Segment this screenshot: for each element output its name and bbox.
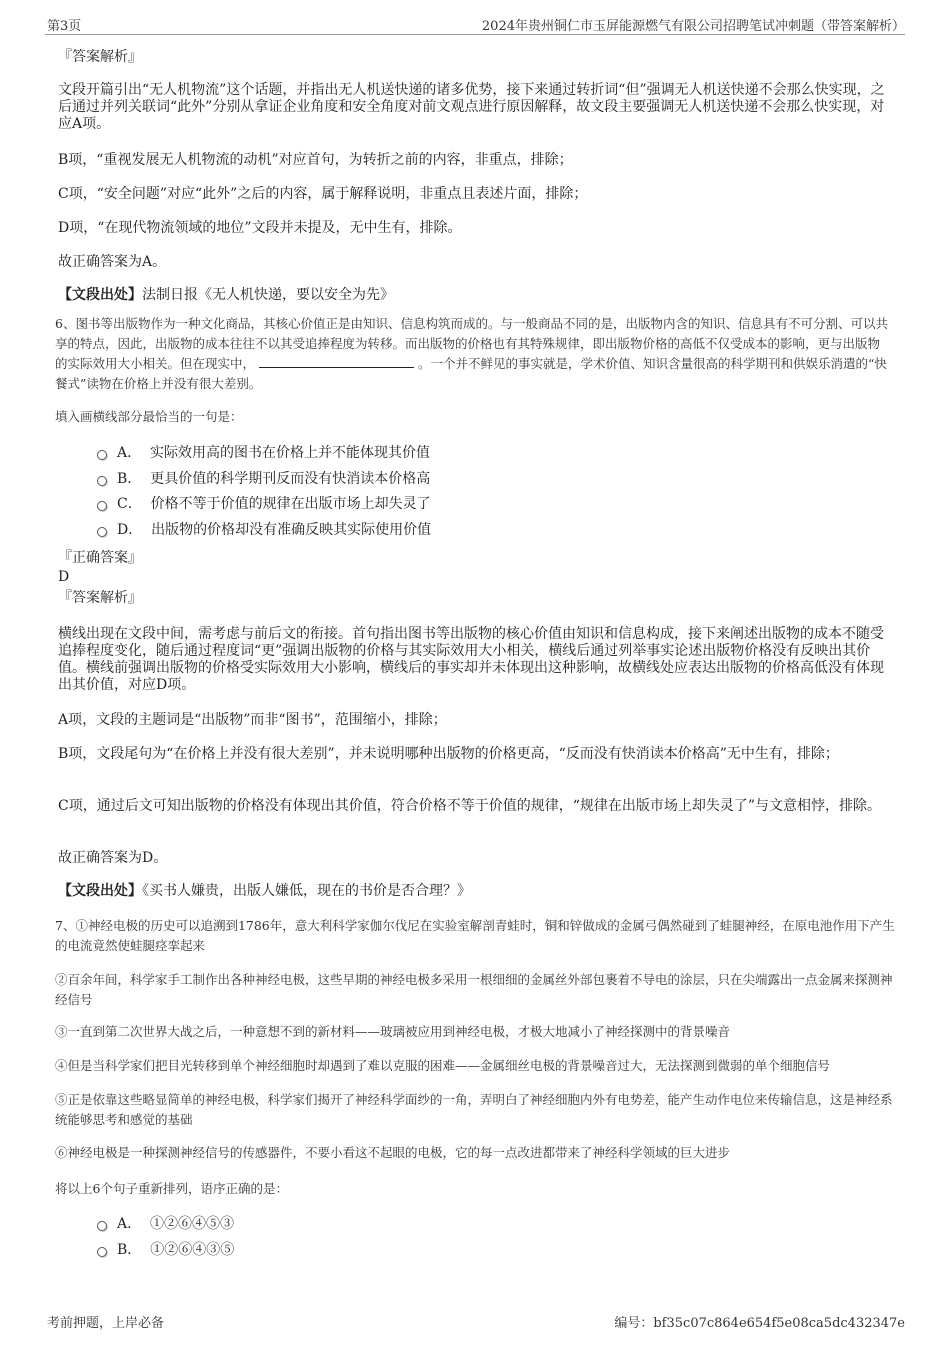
correct-answer-statement: 故正确答案为A。 — [58, 254, 167, 270]
option-letter: D． — [117, 522, 143, 538]
correct-answer-statement: 故正确答案为D。 — [58, 850, 168, 866]
analysis-paragraph: 横线出现在文段中间，需考虑与前后文的衔接。首句指出图书等出版物的核心价值由知识和信息构成，接下来阐述出版物的成本不随受追捧程度变化，随后通过程度词“更”强调出版物的价格与其实际效用大小相关，横线后通过列举事实论述出版物价格没有反映出其价值。横线前强调出版物的价格受实际效用大小影响，横线后的事实却并未体现出这种影响，故横线处应表达出版物的价格高低没有体现出其价值，对应D项。 — [58, 626, 884, 693]
option-text: 价格不等于价值的规律在出版市场上却失灵了 — [150, 496, 431, 512]
radio-icon[interactable] — [97, 450, 107, 460]
option-letter: A． — [117, 1216, 142, 1232]
option-text: 实际效用高的图书在价格上并不能体现其价值 — [150, 445, 431, 461]
sentence-5: ⑤正是依靠这些略显简单的神经电极，科学家们揭开了神经科学面纱的一角，弄明白了神经细胞内外有电势差，能产生动作电位来传输信息，这是神经系统能够思考和感觉的基础 — [55, 1092, 893, 1127]
option-text: ①②⑥④⑤③ — [150, 1216, 235, 1232]
radio-icon[interactable] — [97, 476, 107, 486]
option-c-analysis: C项，“安全问题”对应“此外”之后的内容，属于解释说明，非重点且表述片面，排除； — [58, 186, 588, 202]
option-b[interactable] — [97, 1240, 234, 1260]
option-d[interactable] — [97, 520, 431, 540]
source-text: 《买书人嫌贵，出版人嫌低，现在的书价是否合理？》 — [142, 883, 471, 899]
radio-icon[interactable] — [97, 527, 107, 537]
option-c-analysis: C项，通过后文可知出版物的价格没有体现出其价值，符合价格不等于价值的规律，“规律在出版市场上却失灵了”与文意相悖，排除。 — [58, 798, 882, 814]
option-a[interactable] — [97, 443, 430, 463]
question-stem-part-1: 6、图书等出版物作为一种文化商品，其核心价值正是由知识、信息构筑而成的。与一般商品不同的是，出版物内含的知识、信息具有不可分割、可以共享的特点，因此，出版物的成本往往不以其受追捧程度为转移。而出版物的价格也有其特殊规律，即出版物价格的高低不仅受成本的影响，更与出版物的实际效用大小相关。但在现实中， — [55, 316, 888, 371]
question-6-stem — [55, 314, 890, 394]
sentence-2: ②百余年间，科学家手工制作出各种神经电极，这些早期的神经电极多采用一根细细的金属丝外部包裹着不导电的涂层，只在尖端露出一点金属来探测神经信号 — [55, 972, 893, 1007]
question-stem-part-2: 。一个并不鲜见的事实就是，学术价值、知识含量很高的科学期刊和供娱乐消遣的“快餐式”读物在价格上并没有很大差别。 — [55, 356, 887, 391]
option-letter: A． — [117, 445, 142, 461]
option-b-analysis: B项，“重视发展无人机物流的动机”对应首句，为转折之前的内容，非重点，排除； — [58, 152, 573, 168]
source-line — [58, 287, 394, 304]
source-line — [58, 883, 471, 900]
source-label: 【文段出处】 — [58, 883, 142, 899]
option-letter: B． — [117, 471, 142, 487]
correct-answer-value: D — [58, 569, 70, 585]
question-prompt: 填入画横线部分最恰当的一句是： — [55, 409, 243, 424]
option-a[interactable] — [97, 1214, 234, 1234]
option-letter: C． — [117, 496, 142, 512]
document-title: 2024年贵州铜仁市玉屏能源燃气有限公司招聘笔试冲刺题（带答案解析） — [481, 19, 905, 34]
correct-answer-label: 『正确答案』 — [58, 550, 142, 566]
answer-analysis-label: 『答案解析』 — [58, 49, 142, 65]
option-text: 更具价值的科学期刊反而没有快消读本价格高 — [150, 471, 431, 487]
sentence-4: ④但是当科学家们把目光转移到单个神经细胞时却遇到了难以克服的困难——金属细丝电极的背景噪音过大，无法探测到微弱的单个细胞信号 — [55, 1058, 831, 1073]
sentence-6: ⑥神经电极是一种探测神经信号的传感器件，不要小看这不起眼的电极，它的每一点改进都带来了神经科学领域的巨大进步 — [55, 1145, 731, 1160]
analysis-paragraph: 文段开篇引出“无人机物流”这个话题，并指出无人机送快递的诸多优势，接下来通过转折词“但”强调无人机送快递不会那么快实现，之后通过并列关联词“此外”分别从拿证企业角度和安全角度对前文观点进行原因解释，故文段主要强调无人机送快递不会那么快实现，对应A项。 — [58, 82, 885, 132]
radio-icon[interactable] — [97, 1221, 107, 1231]
source-text: 法制日报《无人机快递，要以安全为先》 — [142, 287, 394, 303]
fill-blank — [259, 355, 414, 368]
option-d-analysis: D项，“在现代物流领域的地位”文段并未提及，无中生有，排除。 — [58, 220, 462, 236]
page-header — [45, 12, 905, 35]
question-prompt: 将以上6个句子重新排列，语序正确的是： — [55, 1181, 288, 1196]
sentence-3: ③一直到第二次世界大战之后，一种意想不到的新材料——玻璃被应用到神经电极，才极大地减小了神经探测中的背景噪音 — [55, 1024, 731, 1039]
option-text: ①②⑥④③⑤ — [150, 1242, 235, 1258]
radio-icon[interactable] — [97, 1247, 107, 1257]
answer-analysis-label: 『答案解析』 — [58, 590, 142, 606]
document-id: 编号：bf35c07c864e654f5e08ca5dc432347e — [614, 1316, 905, 1331]
source-label: 【文段出处】 — [58, 287, 142, 303]
sentence-1: 7、①神经电极的历史可以追溯到1786年，意大利科学家伽尔伐尼在实验室解剖青蛙时，铜和锌做成的金属弓偶然碰到了蛙腿神经，在原电池作用下产生的电流竟然使蛙腿痉挛起来 — [55, 918, 895, 953]
page-number: 第3页 — [47, 19, 82, 34]
option-text: 出版物的价格却没有准确反映其实际使用价值 — [151, 522, 432, 538]
option-b-analysis: B项，文段尾句为“在价格上并没有很大差别”，并未说明哪种出版物的价格更高，“反而没有快消读本价格高”无中生有，排除； — [58, 746, 839, 762]
footer-slogan: 考前押题，上岸必备 — [47, 1316, 165, 1331]
option-a-analysis: A项，文段的主题词是“出版物”而非“图书”，范围缩小，排除； — [58, 712, 447, 728]
option-letter: B． — [117, 1242, 142, 1258]
option-b[interactable] — [97, 469, 430, 489]
option-c[interactable] — [97, 494, 431, 514]
radio-icon[interactable] — [97, 501, 107, 511]
